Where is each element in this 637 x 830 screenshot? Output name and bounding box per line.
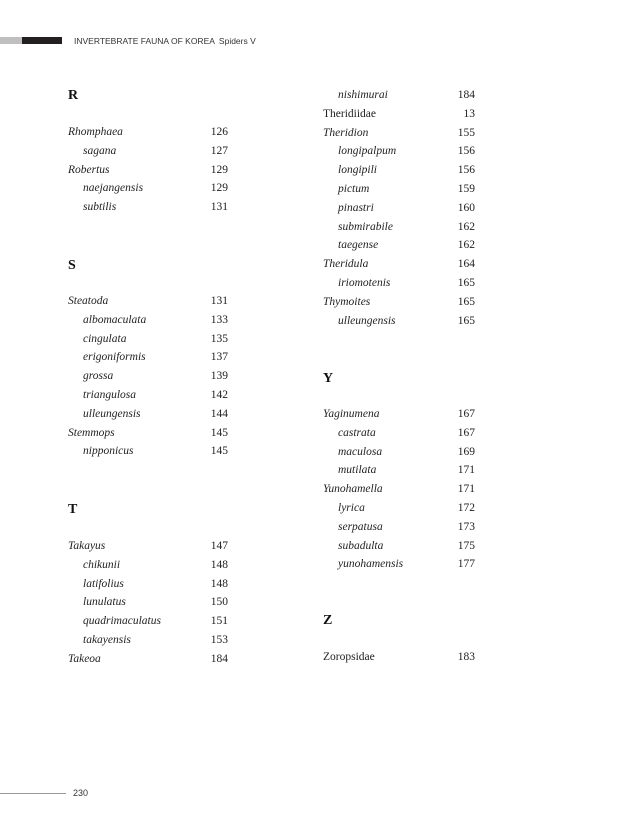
index-entry-iriomotenis — [323, 276, 475, 295]
entry-name: ulleungensis — [338, 314, 396, 327]
entry-page: 172 — [457, 502, 475, 514]
entry-name: Stemmops — [68, 426, 115, 439]
index-entry-chikunii — [68, 558, 228, 577]
entry-name: pinastri — [338, 201, 374, 214]
index-entry-quadrimaculatus — [68, 614, 228, 633]
section-letter: Z — [323, 613, 333, 628]
entry-page: 167 — [457, 408, 475, 420]
entry-page: 171 — [457, 464, 475, 477]
index-entry-longipili — [323, 163, 475, 182]
entry-page: 159 — [457, 183, 475, 195]
entry-name: Rhomphaea — [68, 126, 123, 138]
index-entry-yunohamella — [323, 482, 475, 501]
index-entry-lyrica — [323, 501, 475, 520]
index-entry-mutilata — [323, 463, 475, 482]
entry-page: 162 — [457, 239, 475, 252]
page-number: 230 — [73, 788, 89, 798]
index-entry-nipponicus — [68, 444, 228, 463]
entry-name: naejangensis — [83, 182, 144, 195]
index-entry-nishimurai — [323, 88, 475, 107]
entry-page: 150 — [210, 596, 228, 609]
entry-name: lunulatus — [83, 596, 126, 609]
entry-name: Yunohamella — [323, 483, 383, 496]
entry-name: takayensis — [83, 634, 131, 646]
index-entry-lunulatus — [68, 595, 228, 614]
entry-name: cingulata — [83, 332, 127, 345]
entry-page: 137 — [210, 351, 228, 364]
entry-page: 171 — [457, 483, 475, 496]
index-entry-cingulata — [68, 332, 228, 351]
entry-name: albomaculata — [83, 313, 147, 326]
index-entry-theridion — [323, 126, 475, 145]
entry-name: nishimurai — [338, 89, 388, 101]
entry-page: 142 — [210, 389, 228, 401]
entry-name: Thymoites — [323, 295, 371, 308]
entry-name: longipili — [338, 164, 377, 177]
entry-page: 175 — [457, 539, 475, 552]
entry-page: 126 — [210, 126, 228, 138]
index-entry-stemmops — [68, 426, 228, 445]
entry-name: longipalpum — [338, 145, 397, 158]
entry-name: Theridion — [323, 126, 369, 139]
section-letter: R — [68, 88, 79, 103]
entry-page: 127 — [210, 144, 228, 157]
entry-name: submirabile — [338, 220, 393, 233]
entry-page: 147 — [210, 540, 228, 552]
index-entry-steatoda — [68, 294, 228, 313]
index-entry-erigoniformis — [68, 350, 228, 369]
entry-name: Zoropsidae — [323, 651, 375, 663]
entry-name: pictum — [338, 183, 370, 195]
entry-page: 177 — [457, 558, 475, 571]
running-header-title: INVERTEBRATE FAUNA OF KOREA — [74, 36, 215, 46]
index-entry-theridiidae — [323, 107, 475, 126]
entry-page: 153 — [210, 634, 228, 646]
entry-page: 184 — [457, 89, 475, 101]
index-entry-takayus — [68, 539, 228, 558]
entry-name: latifolius — [83, 577, 124, 590]
entry-page: 133 — [210, 313, 228, 326]
index-entry-thymoites — [323, 295, 475, 314]
section-letter: Y — [323, 371, 334, 386]
header-bar-dark — [22, 37, 62, 44]
index-entry-latifolius — [68, 577, 228, 596]
entry-name: taegense — [338, 239, 379, 252]
index-entry-taegense — [323, 238, 475, 257]
index-entry-theridula — [323, 257, 475, 276]
running-header-subtitle: Spiders V — [218, 36, 256, 46]
index-entry-subtilis — [68, 200, 228, 219]
entry-page: 165 — [457, 295, 475, 308]
entry-name: Robertus — [68, 163, 110, 176]
index-entry-pictum — [323, 182, 475, 201]
entry-name: Takayus — [68, 540, 106, 552]
index-entry-sagana — [68, 144, 228, 163]
entry-page: 139 — [210, 370, 228, 383]
entry-page: 145 — [210, 426, 228, 439]
entry-name: Yaginumena — [323, 408, 380, 420]
entry-name: triangulosa — [83, 389, 137, 401]
entry-page: 156 — [457, 164, 475, 177]
entry-page: 167 — [457, 426, 475, 439]
entry-page: 129 — [210, 182, 228, 195]
entry-page: 173 — [457, 520, 475, 533]
section-letter: T — [68, 502, 78, 517]
entry-name: castrata — [338, 426, 376, 439]
index-entry-ulleungensis — [323, 314, 475, 333]
entry-page: 184 — [210, 652, 228, 665]
index-entry-yaginumena — [323, 407, 475, 426]
entry-name: serpatusa — [338, 520, 383, 533]
entry-page: 183 — [457, 651, 475, 663]
entry-page: 151 — [210, 615, 228, 628]
entry-page: 145 — [210, 445, 228, 458]
index-entry-takeoa — [68, 652, 228, 671]
index-entry-subadulta — [323, 539, 475, 558]
index-entry-albomaculata — [68, 313, 228, 332]
entry-name: erigoniformis — [83, 351, 146, 364]
entry-name: iriomotenis — [338, 277, 391, 289]
index-entry-serpatusa — [323, 520, 475, 539]
header-bar-light — [0, 37, 22, 44]
index-entry-yunohamensis — [323, 557, 475, 576]
entry-name: sagana — [83, 144, 117, 157]
entry-name: quadrimaculatus — [83, 615, 161, 628]
index-entry-longipalpum — [323, 144, 475, 163]
entry-page: 165 — [457, 314, 475, 327]
entry-page: 148 — [210, 558, 228, 571]
entry-name: Takeoa — [68, 652, 101, 665]
entry-name: subtilis — [83, 201, 117, 214]
index-entry-robertus — [68, 163, 228, 182]
index-entry-grossa — [68, 369, 228, 388]
entry-page: 162 — [457, 220, 475, 233]
entry-page: 165 — [457, 277, 475, 289]
entry-page: 144 — [210, 407, 228, 420]
entry-page: 13 — [463, 107, 475, 120]
index-entry-naejangensis — [68, 181, 228, 200]
entry-page: 129 — [210, 163, 228, 176]
entry-page: 160 — [457, 201, 475, 214]
entry-name: grossa — [83, 370, 114, 383]
index-entry-ulleungensis — [68, 407, 228, 426]
entry-page: 131 — [210, 295, 228, 307]
entry-name: Steatoda — [68, 295, 109, 307]
entry-name: Theridiidae — [323, 107, 377, 120]
entry-page: 135 — [210, 332, 228, 345]
entry-page: 164 — [457, 258, 475, 271]
index-entry-triangulosa — [68, 388, 228, 407]
entry-name: mutilata — [338, 464, 377, 477]
entry-page: 131 — [210, 201, 228, 214]
entry-name: chikunii — [83, 558, 121, 571]
entry-page: 155 — [457, 126, 475, 139]
entry-name: yunohamensis — [338, 558, 404, 571]
index-entry-takayensis — [68, 633, 228, 652]
index-entry-maculosa — [323, 445, 475, 464]
running-header — [74, 36, 256, 46]
entry-name: subadulta — [338, 539, 384, 552]
entry-name: lyrica — [338, 502, 365, 514]
section-letter: S — [68, 258, 76, 273]
entry-name: ulleungensis — [83, 407, 141, 420]
entry-name: nipponicus — [83, 445, 134, 458]
entry-page: 148 — [210, 577, 228, 590]
index-entry-castrata — [323, 426, 475, 445]
index-entry-rhomphaea — [68, 125, 228, 144]
entry-name: Theridula — [323, 258, 369, 271]
index-entry-zoropsidae — [323, 650, 475, 669]
index-entry-pinastri — [323, 201, 475, 220]
index-entry-submirabile — [323, 220, 475, 239]
entry-name: maculosa — [338, 445, 383, 458]
footer-rule — [0, 793, 66, 794]
entry-page: 156 — [457, 145, 475, 158]
entry-page: 169 — [457, 445, 475, 458]
